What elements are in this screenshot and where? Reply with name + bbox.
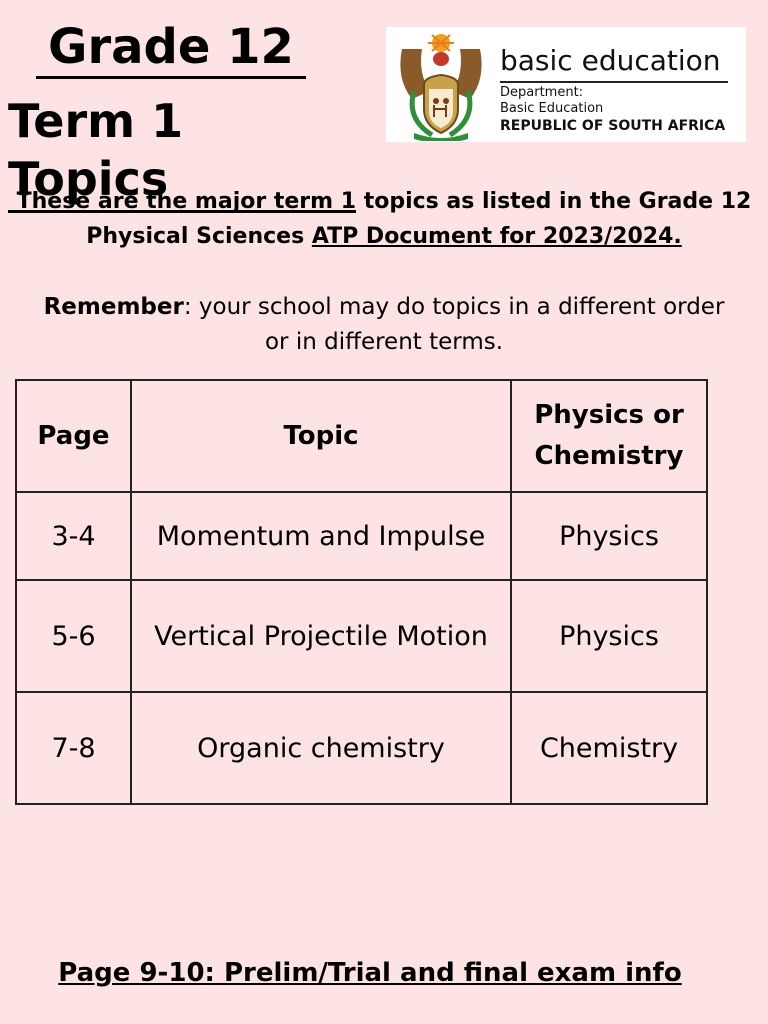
row-3-subject: Chemistry [511, 692, 707, 804]
row-2-page: 5-6 [16, 580, 131, 692]
header-page: Page [16, 380, 131, 492]
header-subject-text: Physics or Chemistry [534, 400, 684, 471]
row-3-page: 7-8 [16, 692, 131, 804]
heading-grade: Grade 12 [36, 18, 306, 79]
remember-note [0, 290, 768, 360]
intro-line-2-text: Physical Sciences [86, 224, 312, 249]
topics-table [15, 379, 708, 805]
basic-education-logo [386, 27, 746, 142]
remember-line-2: or in different terms. [264, 329, 504, 355]
table-row [16, 492, 707, 580]
row-3-topic: Organic chemistry [131, 692, 511, 804]
intro-paragraph [0, 184, 768, 254]
atp-document-link[interactable]: ATP Document for 2023/2024. [311, 224, 682, 249]
logo-country: REPUBLIC OF SOUTH AFRICA [500, 118, 726, 134]
intro-line-2 [0, 219, 768, 254]
logo-divider [500, 81, 728, 83]
row-2-subject: Physics [511, 580, 707, 692]
row-2-topic: Vertical Projectile Motion [131, 580, 511, 692]
row-1-topic: Momentum and Impulse [131, 492, 511, 580]
row-1-page: 3-4 [16, 492, 131, 580]
logo-dept-line1: Department: [500, 85, 584, 100]
heading-term: Term 1 Topics [8, 92, 356, 213]
table-row [16, 580, 707, 692]
intro-line-1: These are the major term 1 topics as listed in the Grade 12 [16, 189, 752, 214]
logo-dept-line2: Basic Education [500, 101, 604, 116]
header-topic: Topic [131, 380, 511, 492]
row-1-subject: Physics [511, 492, 707, 580]
footer-exam-info: Page 9-10: Prelim/Trial and final exam info [58, 958, 682, 988]
table-header-row [16, 380, 707, 492]
logo-title: basic education [500, 44, 721, 77]
remember-text-1: : your school may do topics in a different order [183, 294, 725, 320]
table-row [16, 692, 707, 804]
remember-line-1 [0, 290, 768, 325]
header-subject [511, 380, 707, 492]
south-africa-coat-of-arms-icon [392, 29, 490, 141]
remember-label: Remember [43, 294, 184, 320]
